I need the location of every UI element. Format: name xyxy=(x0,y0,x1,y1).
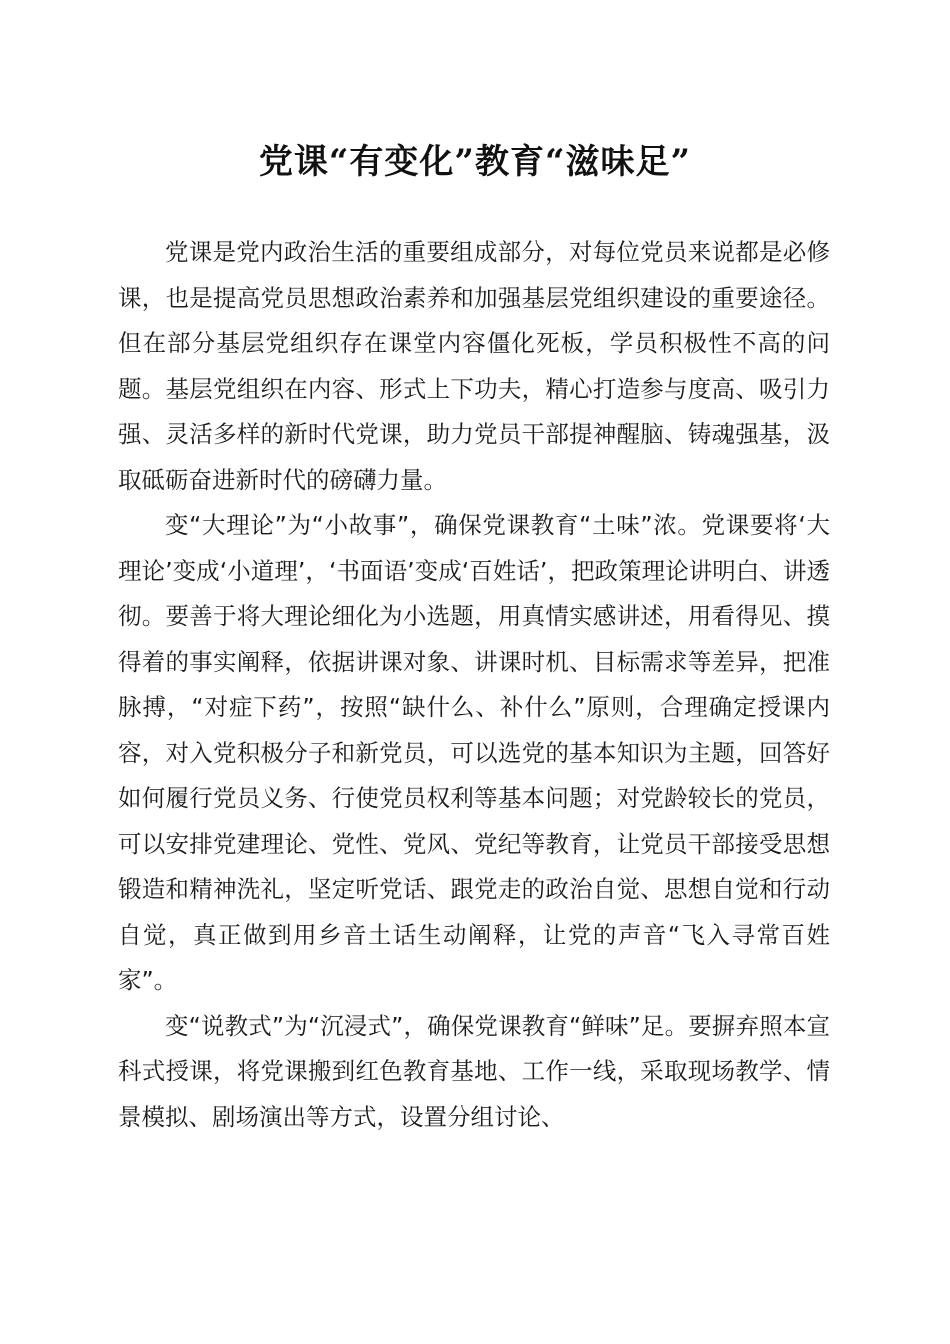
document-title: 党课“有变化”教育“滋味足” xyxy=(258,142,692,182)
paragraph-intro: 党课是党内政治生活的重要组成部分，对每位党员来说都是必修课，也是提高党员思想政治素养和加强基层党组织建设的重要途径。但在部分基层党组织存在课堂内容僵化死板，学员积极性不高的问题。基层党组织在内容、形式上下功夫，精心打造参与度高、吸引力强、灵活多样的新时代党课，助力党员干部提神醒脑、铸魂强基，汲取砥砺奋进新时代的磅礴力量。 xyxy=(118,238,830,494)
paragraph-story: 变“大理论”为“小故事”，确保党课教育“土味”浓。党课要将‘大理论’变成‘小道理’，‘书面语’变成‘百姓话’，把政策理论讲明白、讲透彻。要善于将大理论细化为小选题，用真情实感讲述，用看得见、摸得着的事实阐释，依据讲课对象、讲课时机、目标需求等差异，把准脉搏，“对症下药”，按照“缺什么、补什么”原则，合理确定授课内容，对入党积极分子和新党员，可以选党的基本知识为主题，回答好如何履行党员义务、行使党员权利等基本问题；对党龄较长的党员，可以安排党建理论、党性、党风、党纪等教育，让党员干部接受思想锻造和精神洗礼，坚定听党话、跟党走的政治自觉、思想自觉和行动自觉，真正做到用乡音土话生动阐释，让党的声音“飞入寻常百姓家”。 xyxy=(118,511,830,994)
paragraph-immersive: 变“说教式”为“沉浸式”，确保党课教育“鲜味”足。要摒弃照本宣科式授课，将党课搬到红色教育基地、工作一线，采取现场教学、情景模拟、剧场演出等方式，设置分组讨论、 xyxy=(118,1011,830,1131)
document-body xyxy=(118,230,830,1140)
